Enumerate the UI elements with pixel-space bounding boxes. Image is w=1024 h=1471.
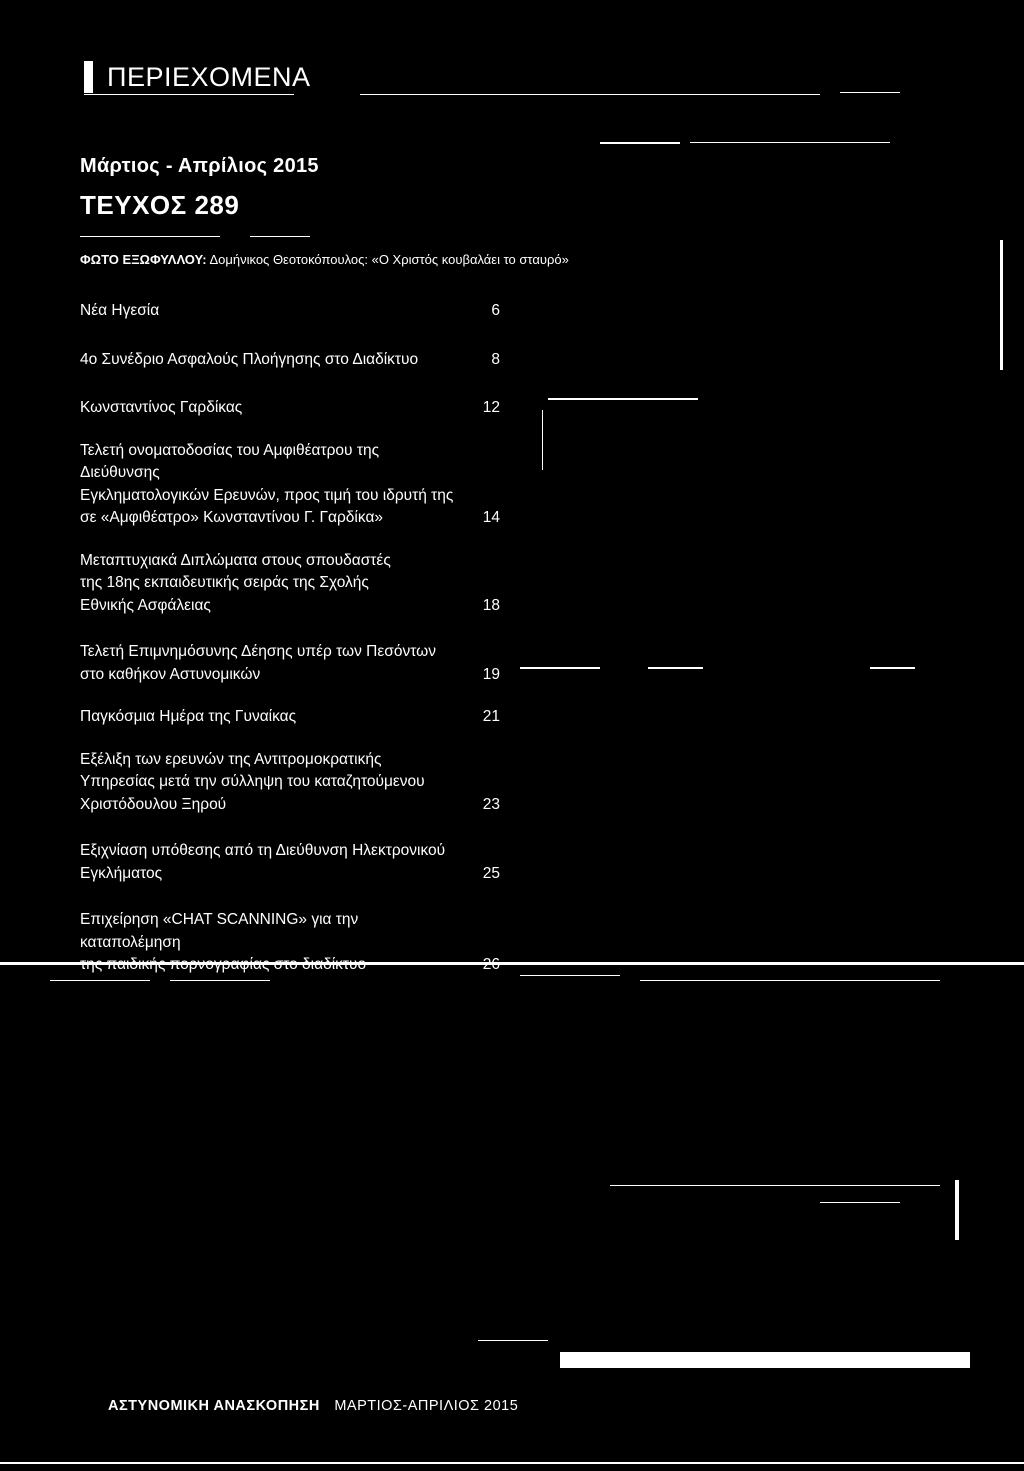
toc-entry-title-line: Εθνικής Ασφάλειας <box>80 596 211 614</box>
toc-entry-title-line: στο καθήκον Αστυνομικών <box>80 665 261 683</box>
divider-line <box>84 94 294 95</box>
toc-page-number: 21 <box>482 708 500 725</box>
toc-page-number: 23 <box>482 795 500 813</box>
toc-entry[interactable] <box>80 706 500 729</box>
toc-entry-title-line: Χριστόδουλου Ξηρού <box>80 795 227 813</box>
cover-credit <box>80 252 569 267</box>
toc-page-number: 26 <box>482 956 500 973</box>
divider-line <box>478 1340 548 1341</box>
toc-entry-title-line: Εξιχνίαση υπόθεσης από τη Διεύθυνση Ηλεκτρονικού <box>80 842 446 859</box>
divider-line <box>520 667 600 669</box>
toc-entry-title-line: Εξέλιξη των ερευνών της Αντιτρομοκρατικής <box>80 750 382 768</box>
toc-page-number: 18 <box>482 596 500 614</box>
toc-entry[interactable] <box>80 349 500 372</box>
divider-line <box>520 975 620 976</box>
toc-entry[interactable] <box>80 909 500 977</box>
divider-line <box>170 980 270 981</box>
toc-entry-title-line: Κωνσταντίνος Γαρδίκας <box>80 399 243 416</box>
toc-entry[interactable] <box>80 840 500 885</box>
divider-line <box>542 410 543 470</box>
footer <box>108 1398 518 1414</box>
toc-entry[interactable] <box>80 300 500 323</box>
toc-entry-title-line: Επιχείρηση «CHAT SCANNING» για την καταπολέμηση <box>80 911 359 951</box>
divider-line <box>640 980 940 981</box>
divider-line <box>648 667 703 669</box>
divider-line <box>560 1352 970 1368</box>
divider-line <box>820 1202 900 1203</box>
toc-page-number: 14 <box>482 509 500 526</box>
toc-entry-title-line: Εγκληματολογικών Ερευνών, προς τιμή του ιδρυτή της <box>80 486 454 504</box>
cover-credit-text: Δομήνικος Θεοτοκόπουλος: «Ο Χριστός κουβαλάει το σταυρό» <box>209 252 569 267</box>
header-bar <box>84 61 93 93</box>
page-title: ΠΕΡΙΕΧΟΜΕΝΑ <box>107 61 311 92</box>
toc-page-number: 25 <box>482 864 500 882</box>
toc-entry[interactable] <box>80 397 500 420</box>
divider-line <box>50 980 150 981</box>
divider-line <box>955 1180 959 1240</box>
divider-line <box>610 1185 940 1186</box>
issue-date: Μάρτιος - Απρίλιος 2015 <box>80 155 319 177</box>
toc-entry-title-line: της παιδικής πορνογραφίας στο διαδίκτυο <box>80 956 367 973</box>
toc-page-number: 8 <box>491 350 500 368</box>
toc-entry-title-line: Νέα Ηγεσία <box>80 302 160 319</box>
toc-entry[interactable] <box>80 641 500 686</box>
cover-credit-label: ΦΩΤΟ ΕΞΩΦΥΛΛΟΥ: <box>80 252 207 267</box>
section-header <box>84 60 311 94</box>
divider-line <box>600 142 680 144</box>
divider-line <box>360 94 820 95</box>
toc-entry[interactable] <box>80 550 500 618</box>
divider-line <box>1000 240 1003 370</box>
issue-number: ΤΕΥΧΟΣ 289 <box>80 190 240 220</box>
toc-entry-title-line: σε «Αμφιθέατρο» Κωνσταντίνου Γ. Γαρδίκα» <box>80 509 384 526</box>
magazine-name: ΑΣΤΥΝΟΜΙΚΗ ΑΝΑΣΚΟΠΗΣΗ <box>108 1398 320 1414</box>
divider-line <box>0 1462 1024 1464</box>
toc-entry-title-line: Υπηρεσίας μετά την σύλληψη του καταζητούμενου <box>80 773 425 790</box>
toc-page-number: 12 <box>482 399 500 416</box>
toc-entry-title-line: Εγκλήματος <box>80 864 163 882</box>
toc-entry-title-line: Τελετή Επιμνημόσυνης Δέησης υπέρ των Πεσόντων <box>80 643 436 660</box>
toc-page-number: 6 <box>491 302 500 319</box>
toc-entry[interactable] <box>80 440 500 530</box>
toc-entry-title-line: Τελετή ονοματοδοσίας του Αμφιθέατρου της Διεύθυνσης <box>80 441 380 481</box>
toc-entry-title-line: της 18ης εκπαιδευτικής σειράς της Σχολής <box>80 574 369 591</box>
divider-line <box>80 236 220 237</box>
divider-line <box>690 142 890 143</box>
table-of-contents <box>80 300 500 977</box>
divider-line <box>250 236 310 237</box>
toc-entry-title-line: Μεταπτυχιακά Διπλώματα στους σπουδαστές <box>80 551 391 569</box>
divider-line <box>870 667 915 669</box>
toc-entry[interactable] <box>80 749 500 817</box>
toc-entry-title-line: 4ο Συνέδριο Ασφαλούς Πλοήγησης στο Διαδίκτυο <box>80 350 419 368</box>
divider-line <box>840 92 900 93</box>
toc-page-number: 19 <box>482 665 500 683</box>
issue-period: ΜΑΡΤΙΟΣ-ΑΠΡΙΛΙΟΣ 2015 <box>334 1398 519 1414</box>
toc-entry-title-line: Παγκόσμια Ημέρα της Γυναίκας <box>80 708 297 725</box>
divider-line <box>548 398 698 400</box>
